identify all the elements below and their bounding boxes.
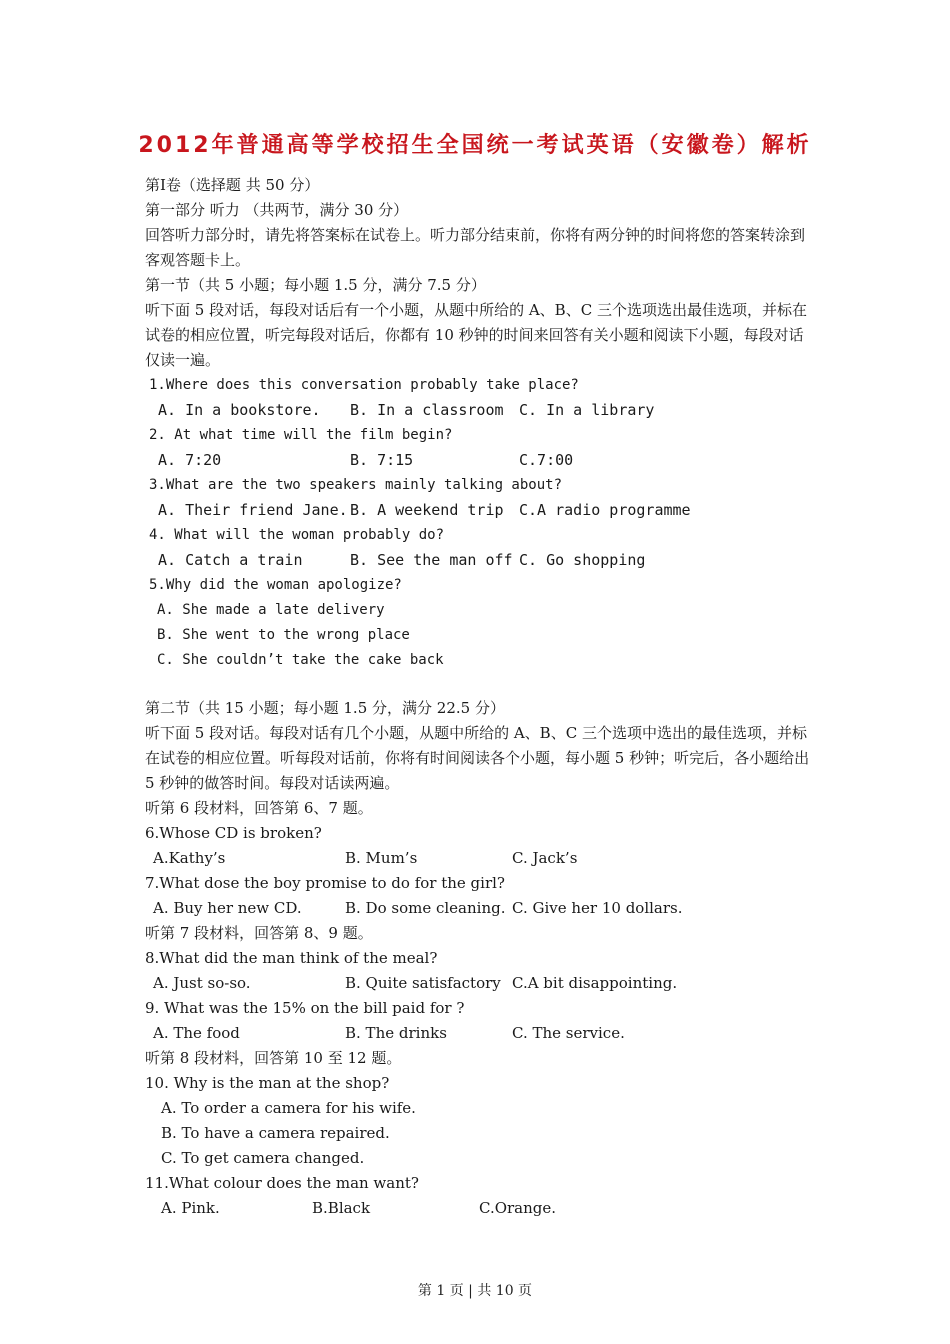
question-8-options [145, 971, 815, 996]
section2-header: 第二节（共 15 小题；每小题 1.5 分，满分 22.5 分） [145, 699, 505, 717]
option-b: B. Quite satisfactory [345, 974, 501, 992]
question-6: 6.Whose CD is broken? [145, 824, 322, 842]
option-b: B.Black [312, 1199, 371, 1217]
question-9-options [145, 1021, 815, 1046]
option-a: A. 7:20 [158, 451, 222, 469]
option-a: A. Pink. [161, 1199, 220, 1217]
material-6-intro: 听第 6 段材料，回答第 6、7 题。 [145, 799, 373, 817]
question-4-options [145, 548, 815, 573]
question-5: 5.Why did the woman apologize? [149, 577, 402, 593]
option-b: B. In a classroom [350, 401, 504, 419]
question-7: 7.What dose the boy promise to do for the girl? [145, 874, 505, 892]
page-footer: 第 1 页 | 共 10 页 [417, 1283, 533, 1299]
option-b: B. A weekend trip [350, 501, 504, 519]
section2-instructions: 听下面 5 段对话。每段对话有几个小题，从题中所给的 A、B、C 三个选项中选出的最佳选项，并标在试卷的相应位置。听每段对话前，你将有时间阅读各个小题，每小题 5 秒钟；听完后，各小题给出 5 秒钟的做答时间。每段对话读两遍。 [145, 724, 810, 792]
part-header: 第一部分 听力 （共两节，满分 30 分） [145, 201, 409, 219]
question-7-options [145, 896, 815, 921]
question-11-options [145, 1196, 815, 1221]
question-10: 10. Why is the man at the shop? [145, 1074, 390, 1092]
option-c: C. Jack’s [512, 849, 578, 867]
option-c: C. In a library [519, 401, 655, 419]
option-b: B. Mum’s [345, 849, 418, 867]
option-b: B. She went to the wrong place [157, 627, 410, 643]
option-c: C.A radio programme [519, 501, 691, 519]
question-3-options [145, 498, 815, 523]
question-1: 1.Where does this conversation probably take place? [149, 377, 579, 393]
question-11: 11.What colour does the man want? [145, 1174, 419, 1192]
option-a: A. Catch a train [158, 551, 303, 569]
question-6-options [145, 846, 815, 871]
option-a: A. Just so-so. [153, 974, 251, 992]
question-1-options [145, 398, 815, 423]
option-a: A. Buy her new CD. [153, 899, 302, 917]
section1-instructions: 听下面 5 段对话，每段对话后有一个小题，从题中所给的 A、B、C 三个选项选出最佳选项，并标在试卷的相应位置，听完每段对话后，你都有 10 秒钟的时间来回答有关小题和阅读下小题，每段对话仅读一遍。 [145, 301, 807, 369]
option-a: A. The food [153, 1024, 240, 1042]
document-title: 2012年普通高等学校招生全国统一考试英语（安徽卷）解析 [138, 133, 812, 158]
option-c: C.A bit disappointing. [512, 974, 678, 992]
material-8-intro: 听第 8 段材料，回答第 10 至 12 题。 [145, 1049, 402, 1067]
option-c: C. Give her 10 dollars. [512, 899, 683, 917]
option-a: A. She made a late delivery [157, 602, 385, 618]
option-c: C. The service. [512, 1024, 625, 1042]
option-c: C.Orange. [479, 1199, 557, 1217]
option-b: B. Do some cleaning. [345, 899, 506, 917]
question-8: 8.What did the man think of the meal? [145, 949, 438, 967]
option-b: B. See the man off [350, 551, 513, 569]
option-a: A. To order a camera for his wife. [161, 1099, 416, 1117]
option-c: C. To get camera changed. [161, 1149, 365, 1167]
option-c: C. She couldn’t take the cake back [157, 652, 444, 668]
option-b: B. The drinks [345, 1024, 447, 1042]
question-2: 2. At what time will the film begin? [149, 427, 453, 443]
option-b: B. 7:15 [350, 451, 414, 469]
volume-header: 第Ⅰ卷（选择题 共 50 分） [145, 176, 320, 194]
option-b: B. To have a camera repaired. [161, 1124, 390, 1142]
question-2-options [145, 448, 815, 473]
document-body [145, 173, 815, 1221]
question-9: 9. What was the 15% on the bill paid for ? [145, 999, 465, 1017]
option-a: A. Their friend Jane. [158, 501, 348, 519]
section-spacer [145, 673, 815, 696]
option-a: A. In a bookstore. [158, 401, 321, 419]
listening-instructions: 回答听力部分时，请先将答案标在试卷上。听力部分结束前，你将有两分钟的时间将您的答案转涂到客观答题卡上。 [145, 226, 806, 269]
material-7-intro: 听第 7 段材料，回答第 8、9 题。 [145, 924, 373, 942]
option-c: C.7:00 [519, 451, 574, 469]
option-c: C. Go shopping [519, 551, 646, 569]
option-a: A.Kathy’s [153, 849, 226, 867]
question-4: 4. What will the woman probably do? [149, 527, 445, 543]
question-3: 3.What are the two speakers mainly talking about? [149, 477, 563, 493]
section1-header: 第一节（共 5 小题；每小题 1.5 分，满分 7.5 分） [145, 276, 486, 294]
